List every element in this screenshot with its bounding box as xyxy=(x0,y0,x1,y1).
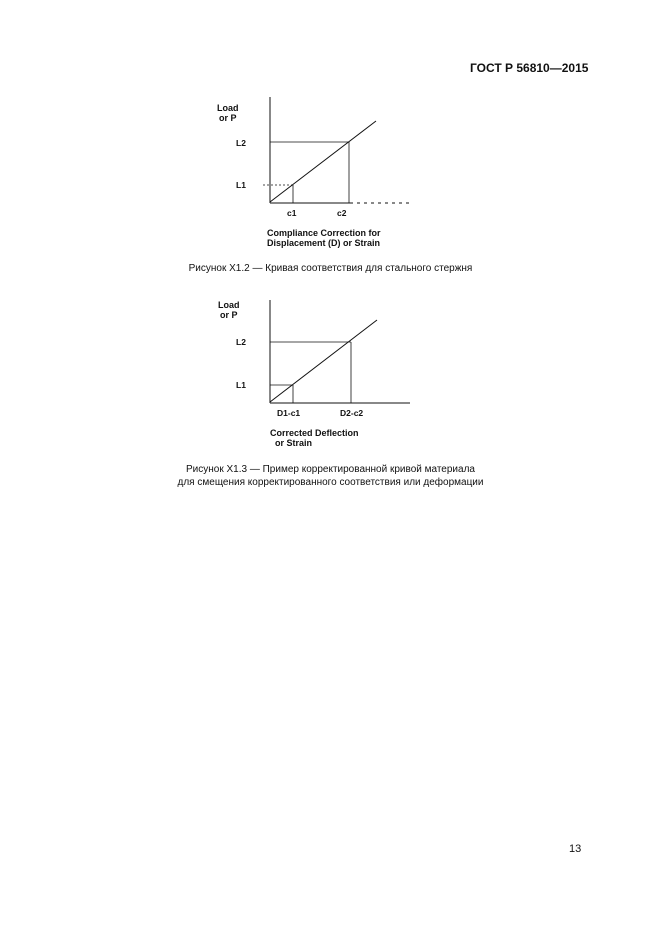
fig1-tick-l1: L1 xyxy=(236,180,246,190)
fig2-curve xyxy=(270,320,377,402)
fig1-xlabel-line1: Compliance Correction for xyxy=(267,228,381,238)
fig2-tick-d2-c2: D2-c2 xyxy=(340,408,364,418)
figure-caption-x1-3-line2: для смещения корректированного соответствия или деформации xyxy=(177,477,484,488)
fig1-tick-c1: c1 xyxy=(287,208,297,218)
fig1-tick-l2: L2 xyxy=(236,138,246,148)
figure-x1-3 xyxy=(218,300,410,448)
fig2-ylabel-line1: Load xyxy=(218,300,240,310)
fig1-tick-c2: c2 xyxy=(337,208,347,218)
fig2-tick-d1-c1: D1-c1 xyxy=(277,408,301,418)
figure-x1-2 xyxy=(217,97,410,248)
figure-caption-x1-3-line1: Рисунок X1.3 — Пример корректированной кривой материала xyxy=(186,464,475,475)
fig2-ylabel-line2: or P xyxy=(220,310,238,320)
fig2-tick-l1: L1 xyxy=(236,380,246,390)
fig2-tick-l2: L2 xyxy=(236,337,246,347)
fig1-ylabel-line2: or P xyxy=(219,113,237,123)
page-number: 13 xyxy=(569,843,582,855)
fig1-xlabel-line2: Displacement (D) or Strain xyxy=(267,238,381,248)
fig2-xlabel-line1: Corrected Deflection xyxy=(270,428,359,438)
fig1-ylabel-line1: Load xyxy=(217,103,239,113)
figure-caption-x1-2: Рисунок X1.2 — Кривая соответствия для стального стержня xyxy=(188,263,473,274)
fig2-xlabel-line2: or Strain xyxy=(275,438,313,448)
document-id: ГОСТ Р 56810—2015 xyxy=(470,61,589,75)
fig1-curve xyxy=(270,121,376,202)
